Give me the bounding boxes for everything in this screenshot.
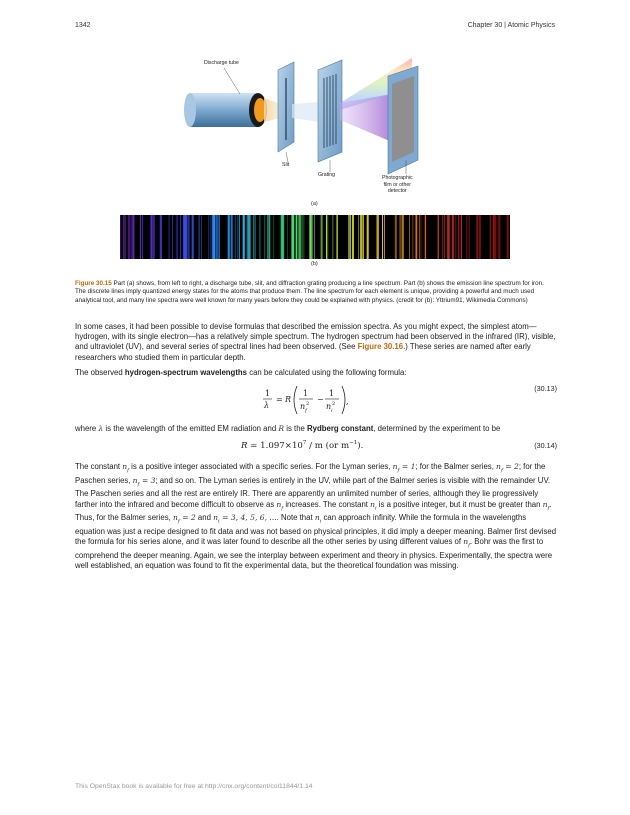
- math-ni-values: $n_i = 3$, 4, 5, 6, ...: [213, 513, 277, 525]
- figure-part-b-label: (b): [311, 261, 318, 267]
- svg-text:n: n: [300, 402, 306, 411]
- slit-beam: [292, 102, 320, 122]
- p4-s9: and: [195, 513, 214, 523]
- spectral-line: [142, 215, 143, 259]
- spectral-line: [378, 215, 379, 259]
- label-grating: Grating: [318, 172, 336, 178]
- equation-30-13: [75, 380, 557, 420]
- spectral-line: [413, 215, 414, 259]
- spectral-line: [415, 215, 417, 259]
- spectral-line: [259, 215, 260, 259]
- spectral-line: [293, 215, 294, 259]
- p3-text-b: is the wavelength of the emitted EM radiation and: [103, 424, 279, 433]
- spectral-line: [296, 215, 297, 259]
- spectral-line: [247, 215, 248, 259]
- spectral-line: [419, 215, 420, 259]
- svg-text:1: 1: [265, 389, 271, 398]
- spectral-line: [358, 215, 359, 259]
- label-detector-line-1: Photographic: [382, 175, 413, 181]
- caption-figure-number: Figure 30.15: [75, 280, 112, 287]
- spectral-line: [235, 215, 236, 259]
- figure-part-a-label: (a): [311, 201, 318, 207]
- spectral-line: [180, 215, 181, 259]
- spectral-line: [160, 215, 161, 259]
- spectral-line: [132, 215, 133, 259]
- spectral-line: [210, 215, 211, 259]
- spectral-line: [507, 215, 509, 259]
- p4-s8: . Thus, for the Balmer series,: [75, 499, 552, 523]
- svg-text:2: 2: [306, 401, 310, 407]
- svg-text:=: =: [276, 395, 283, 404]
- spectral-line: [384, 215, 385, 259]
- svg-text:−: −: [317, 395, 324, 404]
- spectral-line: [294, 215, 295, 259]
- spectral-line: [188, 215, 189, 259]
- spectral-line: [466, 215, 467, 259]
- p4-s7: is a positive integer, but it must be greater than: [376, 499, 543, 509]
- spectral-line: [239, 215, 240, 259]
- equation-30-14: [75, 440, 557, 454]
- spectral-line: [128, 215, 129, 259]
- spectral-line: [493, 215, 495, 259]
- spectral-line: [219, 215, 220, 259]
- spectral-line: [253, 215, 254, 259]
- spectral-line: [497, 215, 498, 259]
- spectral-line: [409, 215, 410, 259]
- p4-s2: is a positive integer associated with a specific series. For the Lyman series,: [129, 462, 393, 471]
- spectral-line: [152, 215, 154, 259]
- spectral-line: [214, 215, 215, 259]
- math-nf-eq-2: $n_f = 2$: [496, 462, 519, 474]
- leader-slit: [286, 152, 288, 162]
- running-head: Chapter 30 | Atomic Physics: [467, 22, 555, 29]
- p2-text-b: can be calculated using the following formula:: [247, 368, 407, 377]
- p4-s3: ; for the Balmer series,: [415, 462, 497, 471]
- spectral-line: [125, 215, 126, 259]
- equation-number-30-14: (30.14): [534, 441, 557, 450]
- spectral-line: [301, 215, 302, 259]
- spectral-line: [176, 215, 177, 259]
- spectral-line: [299, 215, 300, 259]
- spectral-line: [298, 215, 299, 259]
- spectral-line: [363, 215, 364, 259]
- spectral-line: [326, 215, 327, 259]
- spectral-line: [461, 215, 462, 259]
- iron-emission-spectrum: [120, 215, 510, 259]
- spectral-line: [479, 215, 480, 259]
- figure-caption: [75, 280, 555, 305]
- spectral-line: [456, 215, 457, 259]
- detector-film: [392, 76, 414, 162]
- page-number: 1342: [75, 22, 91, 29]
- spectral-line: [309, 215, 310, 259]
- spectral-line: [172, 215, 173, 259]
- spectral-line: [192, 215, 193, 259]
- svg-text:i: i: [331, 408, 333, 414]
- p3-text-a: where: [75, 424, 99, 433]
- spectral-line: [438, 215, 439, 259]
- spectral-line: [458, 215, 459, 259]
- math-nf-3: $n_f$: [542, 499, 550, 512]
- spectral-line: [199, 215, 200, 259]
- p4-s1: The constant: [75, 462, 123, 471]
- label-discharge-tube: Discharge tube: [204, 60, 239, 66]
- svg-text:1: 1: [329, 389, 335, 398]
- math-nf-eq-2b: $n_f = 2$: [172, 513, 196, 525]
- paragraph-4: [75, 462, 557, 571]
- spectral-line: [337, 215, 338, 259]
- spectral-line: [265, 215, 266, 259]
- spectral-line: [442, 215, 443, 259]
- figure-30-15-part-b: [120, 215, 510, 266]
- spectral-line: [218, 215, 219, 259]
- term-rydberg-constant: Rydberg constant: [307, 424, 374, 433]
- spectral-line: [312, 215, 313, 259]
- svg-text:R: R: [285, 395, 292, 404]
- spectral-line: [333, 215, 334, 259]
- spectral-line: [350, 215, 351, 259]
- spectral-line: [231, 215, 233, 259]
- spectral-line: [327, 215, 328, 259]
- spectral-line: [292, 215, 293, 259]
- spectral-line: [352, 215, 354, 259]
- spectral-line: [183, 215, 185, 259]
- svg-text:n: n: [326, 402, 332, 411]
- spectral-line: [228, 215, 229, 259]
- spectral-line: [349, 215, 350, 259]
- p4-s6: increases. The constant: [283, 499, 371, 509]
- spectral-line: [150, 215, 151, 259]
- spectral-line: [476, 215, 478, 259]
- spectral-line: [444, 215, 445, 259]
- spectral-line: [421, 215, 422, 259]
- spectral-line: [185, 215, 186, 259]
- equation-number-30-13: (30.13): [534, 384, 557, 393]
- spectral-line: [490, 215, 491, 259]
- spectral-line: [452, 215, 454, 259]
- spectral-line: [302, 215, 303, 259]
- spectral-line: [201, 215, 202, 259]
- spectral-line: [287, 215, 288, 259]
- spectral-line: [216, 215, 218, 259]
- spectral-line: [314, 215, 315, 259]
- spectral-line: [274, 215, 275, 259]
- link-figure-30-16[interactable]: Figure 30.16: [357, 342, 404, 352]
- svg-text:f: f: [305, 408, 307, 414]
- p3-text-c: is the: [284, 424, 308, 433]
- spectral-line: [120, 215, 121, 259]
- spectral-line: [186, 215, 187, 259]
- spectral-line: [400, 215, 401, 259]
- spectrum-background: [120, 215, 510, 259]
- math-ni-2: $n_i$: [314, 513, 322, 525]
- p3-text-d: , determined by the experiment to be: [373, 424, 501, 433]
- term-hydrogen-spectrum-wavelengths: hydrogen-spectrum wavelengths: [124, 368, 248, 377]
- p4-s11: can approach infinity. While the formula in the wavelengths equation was just a recipe designed to fit data and was not based on physical principles, it did imply a deeper meaning. Balmer first devised the formula for his series alone, and it was later found to describe all the other series by using different values of: [75, 513, 557, 547]
- spectral-line: [281, 215, 283, 259]
- spectral-line: [177, 215, 178, 259]
- spectral-line: [304, 215, 305, 259]
- spectral-line: [495, 215, 496, 259]
- svg-text:1: 1: [303, 389, 309, 398]
- spectral-line: [243, 215, 244, 259]
- rydberg-formula: [261, 380, 381, 420]
- label-detector-line-3: detector: [387, 188, 407, 194]
- spectral-line: [123, 215, 125, 259]
- spectral-line: [360, 215, 362, 259]
- spectral-line: [161, 215, 162, 259]
- math-nf-eq-1: $n_f = 1$: [392, 462, 416, 474]
- spectral-line: [130, 215, 131, 259]
- label-slit: Slit: [282, 162, 290, 168]
- math-nf-4: $n_f$: [463, 537, 470, 549]
- spectral-line: [300, 215, 301, 259]
- spectral-line: [132, 215, 134, 259]
- spectral-line: [425, 215, 426, 259]
- spectral-line: [480, 215, 481, 259]
- spectral-line: [255, 215, 256, 259]
- p1-text-a: In some cases, it had been possible to devise formulas that described the emission spectra. As you might expect, the simplest atom—hydrogen, with its single electron—has a relatively simple spectrum. The hydrogen spectrum had been observed in the infrared (IR), visible, and ultraviolet (UV), and several series of spectral lines had been observed. (See: [75, 322, 556, 352]
- spectral-line: [469, 215, 470, 259]
- paragraph-1: [75, 322, 557, 363]
- spectral-line: [403, 215, 404, 259]
- label-detector: [382, 175, 413, 195]
- math-lambda: λ: [98, 424, 104, 433]
- math-nf-2: $n_f$: [276, 499, 284, 512]
- spectral-line: [248, 215, 249, 259]
- p4-s10: . Note that: [276, 513, 315, 523]
- svg-text:λ: λ: [264, 401, 270, 410]
- math-ni: $n_i$: [370, 499, 377, 512]
- spectral-line: [395, 215, 397, 259]
- discharge-tube-end: [184, 93, 196, 127]
- spectral-line: [229, 215, 230, 259]
- figure-30-15-part-a: [180, 48, 450, 208]
- paragraph-3: [75, 424, 557, 434]
- svg-text:2: 2: [332, 401, 336, 407]
- leader-discharge-tube: [224, 68, 240, 94]
- p4-s12: . Bohr was the first to comprehend the deeper meaning. Again, we see the interplay between experiment and theory in physics. Experimentally, the spectra were well established, an equation was found to fit the experimental data, but the theoretical foundation was missing.: [75, 537, 553, 571]
- math-R: R: [278, 424, 285, 433]
- spectral-line: [238, 215, 239, 259]
- discharge-tube-body: [190, 93, 258, 127]
- page-header: [75, 22, 555, 36]
- spectral-line: [284, 215, 285, 259]
- svg-text:,: ,: [346, 397, 349, 406]
- p2-text-a: The observed: [75, 368, 125, 377]
- label-detector-line-2: film or other: [383, 181, 411, 188]
- spectral-line: [193, 215, 194, 259]
- rydberg-constant-value: $R = 1.097\times 10^7 / m$ (or $m^{-1}$).: [241, 440, 364, 451]
- spectral-line: [208, 215, 209, 259]
- spectral-line: [268, 215, 270, 259]
- spectral-line: [382, 215, 383, 259]
- spectral-line: [267, 215, 268, 259]
- spectral-line: [367, 215, 369, 259]
- spectral-line: [140, 215, 141, 259]
- spectral-line: [448, 215, 449, 259]
- spectral-line: [321, 215, 323, 259]
- light-beam: [264, 98, 280, 122]
- page-footer: This OpenStax book is available for free at http://cnx.org/content/col11844/1.14: [75, 783, 313, 790]
- paragraph-2: [75, 368, 557, 378]
- p1-text-b: .) These series are named after early researchers who studied them in particular depth.: [75, 342, 531, 362]
- p4-s4: ; for the Paschen series,: [75, 462, 546, 485]
- spectral-line: [498, 215, 500, 259]
- math-nf: $n_f$: [122, 462, 130, 474]
- spectral-line: [169, 215, 170, 259]
- caption-text: Part (a) shows, from left to right, a discharge tube, slit, and diffraction grating producing a line spectrum. Part (b) shows the emission line spectrum for iron. The discrete lines imply quantized energy states for the atoms that produce them. The line spectrum for each element is unique, providing a powerful and much used analytical tool, and many line spectra were well known for many years before they could be explained with physics. (credit for (b): Yttrium91, Wikimedia Commons): [75, 280, 544, 304]
- p4-s5: ; and so on. The Lyman series is entirely in the UV, while part of the Balmer series is visible with the remainder UV. The Paschen series and all the rest are entirely IR. There are apparently an unlimited number of series, although they lie progressively farther into the infrared and become difficult to observe as: [75, 475, 551, 509]
- math-nf-eq-3: $n_f = 3$: [132, 475, 156, 488]
